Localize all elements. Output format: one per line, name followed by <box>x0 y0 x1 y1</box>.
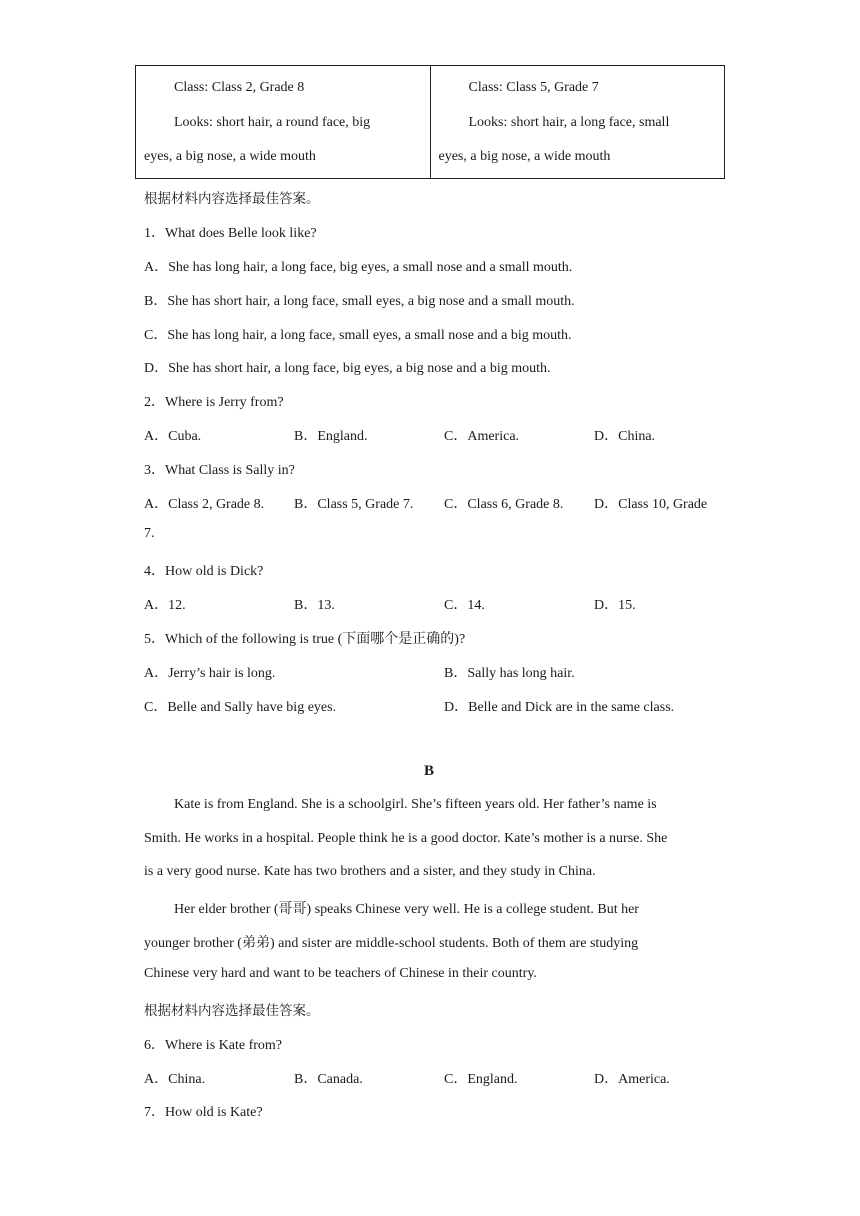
q3-option-c: C．Class 6, Grade 8. <box>444 497 564 512</box>
q2-option-a: A．Cuba. <box>144 429 202 444</box>
q5-option-b: B．Sally has long hair. <box>444 666 575 681</box>
q6-option-a: A．China. <box>144 1072 206 1087</box>
info-cell-right <box>430 66 725 179</box>
q6-option-b: B．Canada. <box>294 1072 363 1087</box>
info-cell-left <box>136 66 431 179</box>
q1-stem: 1．What does Belle look like? <box>144 226 317 241</box>
q3-option-d-continued: 7. <box>144 526 155 541</box>
instruction-b: 根据材料内容选择最佳答案。 <box>144 1003 320 1019</box>
q3-option-d: D．Class 10, Grade <box>594 497 708 512</box>
q6-option-c: C．England. <box>444 1072 518 1087</box>
passage-b-p2-line2: younger brother (弟弟) and sister are middle-school students. Both of them are studying <box>144 936 639 951</box>
q3-stem: 3．What Class is Sally in? <box>144 463 295 478</box>
q3-option-a: A．Class 2, Grade 8. <box>144 497 265 512</box>
q4-option-c: C．14. <box>444 598 485 613</box>
passage-b-p1-line1: Kate is from England. She is a schoolgirl. She’s fifteen years old. Her father’s name is <box>174 797 657 812</box>
q5-option-c: C．Belle and Sally have big eyes. <box>144 700 337 715</box>
q2-option-b: B．England. <box>294 429 368 444</box>
left-class-line: Class: Class 2, Grade 8 <box>174 80 305 95</box>
q5-stem: 5．Which of the following is true (下面哪个是正确的)? <box>144 632 466 647</box>
passage-b-p1-line3: is a very good nurse. Kate has two brothers and a sister, and they study in China. <box>144 864 596 879</box>
q2-option-c: C．America. <box>444 429 520 444</box>
q7-stem: 7．How old is Kate? <box>144 1105 263 1120</box>
q5-option-a: A．Jerry’s hair is long. <box>144 666 276 681</box>
q2-option-d: D．China. <box>594 429 656 444</box>
q4-stem: 4．How old is Dick? <box>144 564 264 579</box>
left-looks-line1: Looks: short hair, a round face, big <box>174 115 371 130</box>
q4-option-b: B．13. <box>294 598 335 613</box>
q1-option-d: D．She has short hair, a long face, big eyes, a big nose and a big mouth. <box>144 361 551 376</box>
right-looks-line1: Looks: short hair, a long face, small <box>468 115 670 130</box>
q1-option-b: B．She has short hair, a long face, small eyes, a big nose and a small mouth. <box>144 294 575 309</box>
passage-b-p1-line2: Smith. He works in a hospital. People think he is a good doctor. Kate’s mother is a nurse. She <box>144 831 668 846</box>
q2-stem: 2．Where is Jerry from? <box>144 395 284 410</box>
q1-option-c: C．She has long hair, a long face, small eyes, a small nose and a big mouth. <box>144 328 572 343</box>
right-class-line: Class: Class 5, Grade 7 <box>468 80 599 95</box>
passage-b-p2-line1: Her elder brother (哥哥) speaks Chinese very well. He is a college student. But her <box>174 902 639 917</box>
left-looks-line2: eyes, a big nose, a wide mouth <box>144 149 316 164</box>
q4-option-a: A．12. <box>144 598 186 613</box>
passage-b-p2-line3: Chinese very hard and want to be teachers of Chinese in their country. <box>144 966 537 981</box>
q6-stem: 6．Where is Kate from? <box>144 1038 282 1053</box>
section-b-heading: B <box>424 763 435 779</box>
q5-option-d: D．Belle and Dick are in the same class. <box>444 700 675 715</box>
q1-option-a: A．She has long hair, a long face, big eyes, a small nose and a small mouth. <box>144 260 573 275</box>
q6-option-d: D．America. <box>594 1072 670 1087</box>
right-looks-line2: eyes, a big nose, a wide mouth <box>438 149 611 164</box>
q4-option-d: D．15. <box>594 598 636 613</box>
q3-option-b: B．Class 5, Grade 7. <box>294 497 414 512</box>
info-table <box>135 65 725 179</box>
instruction-a: 根据材料内容选择最佳答案。 <box>144 191 320 207</box>
